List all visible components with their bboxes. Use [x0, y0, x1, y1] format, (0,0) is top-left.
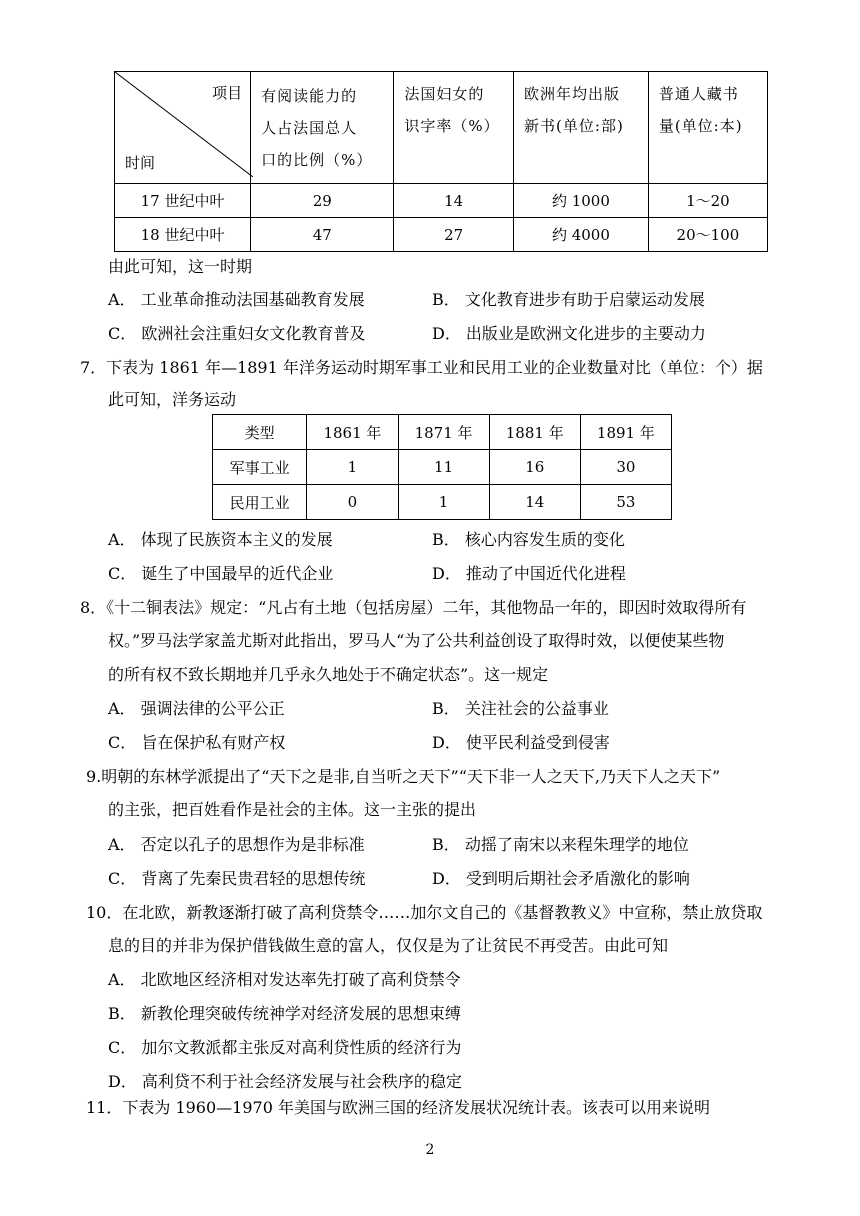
q10-option-a: A． 北欧地区经济相对发达率先打破了高利贷禁令: [108, 970, 461, 989]
q10-option-c: C． 加尔文教派都主张反对高利贷性质的经济行为: [108, 1038, 462, 1057]
col-header-books: 欧洲年均出版 新书(单位:部): [514, 72, 649, 184]
table-cell: 约 4000: [514, 218, 649, 252]
table-header-row: [213, 415, 672, 450]
table-cell: 30: [580, 450, 671, 485]
diag-label-item: 项目: [212, 84, 243, 102]
q6-option-d: D． 出版业是欧洲文化进步的主要动力: [432, 324, 706, 343]
table-cell: 1: [398, 485, 489, 520]
table-cell: 29: [251, 184, 394, 218]
q6-option-c: C． 欧洲社会注重妇女文化教育普及: [108, 324, 366, 343]
q8-stem-line2: 权。”罗马法学家盖尤斯对此指出，罗马人“为了公共利益创设了取得时效，以便使某些物: [108, 631, 725, 650]
table-cell: 0: [307, 485, 398, 520]
page-number: 2: [425, 1142, 435, 1158]
q8-stem-line3: 的所有权不致长期地并几乎永久地处于不确定状态”。这一规定: [108, 665, 549, 684]
table-cell: 14: [394, 184, 514, 218]
q9-stem-line2: 的主张，把百姓看作是社会的主体。这一主张的提出: [108, 800, 477, 819]
q10-option-b: B． 新教伦理突破传统神学对经济发展的思想束缚: [108, 1004, 461, 1023]
diagonal-header-cell: [115, 72, 251, 184]
q11-stem: 11．下表为 1960—1970 年美国与欧洲三国的经济发展状况统计表。该表可以用来说明: [86, 1098, 710, 1117]
q7-option-a: A． 体现了民族资本主义的发展: [108, 530, 333, 549]
table-row: [213, 450, 672, 485]
q7-option-b: B． 核心内容发生质的变化: [432, 530, 625, 549]
table-cell: 16: [489, 450, 580, 485]
table-cell: 1: [307, 450, 398, 485]
industry-table: [212, 414, 672, 520]
literacy-table: [114, 71, 768, 252]
col-header-women-literacy: 法国妇女的 识字率（%）: [394, 72, 514, 184]
table-cell: 53: [580, 485, 671, 520]
q8-option-a: A． 强调法律的公平公正: [108, 699, 285, 718]
q8-stem-line1: 8．《十二铜表法》规定：“凡占有土地（包括房屋）二年，其他物品一年的，即因时效取得所有: [80, 598, 747, 617]
table-cell: 18 世纪中叶: [115, 218, 251, 252]
q9-stem-line1: 9.明朝的东林学派提出了“天下之是非,自当听之天下”“天下非一人之天下,乃天下人之天下”: [86, 767, 721, 786]
table-header-cell: 1861 年: [307, 415, 398, 450]
table-cell: 军事工业: [213, 450, 307, 485]
table-header-cell: 类型: [213, 415, 307, 450]
table-cell: 11: [398, 450, 489, 485]
q10-option-d: D． 高利贷不利于社会经济发展与社会秩序的稳定: [108, 1072, 462, 1091]
q9-option-a: A． 否定以孔子的思想作为是非标准: [108, 835, 365, 854]
table-cell: 27: [394, 218, 514, 252]
table-row: [115, 184, 768, 218]
table-cell: 民用工业: [213, 485, 307, 520]
q9-option-d: D． 受到明后期社会矛盾激化的影响: [432, 869, 690, 888]
table-cell: 47: [251, 218, 394, 252]
table-header-cell: 1881 年: [489, 415, 580, 450]
q6-stem: 由此可知，这一时期: [108, 257, 253, 276]
q7-option-c: C． 诞生了中国最早的近代企业: [108, 564, 334, 583]
q9-option-b: B． 动摇了南宋以来程朱理学的地位: [432, 835, 689, 854]
table-row: [115, 218, 768, 252]
col-header-collection: 普通人藏书 量(单位:本): [648, 72, 767, 184]
table-header-cell: 1891 年: [580, 415, 671, 450]
col-header-reading: 有阅读能力的 人占法国总人 口的比例（%）: [251, 72, 394, 184]
q6-option-b: B． 文化教育进步有助于启蒙运动发展: [432, 290, 705, 309]
q6-option-a: A． 工业革命推动法国基础教育发展: [108, 290, 365, 309]
q7-stem-line2: 此可知，洋务运动: [108, 390, 237, 409]
table-cell: 14: [489, 485, 580, 520]
table-cell: 1～20: [648, 184, 767, 218]
q10-stem-line2: 息的目的并非为保护借钱做生意的富人，仅仅是为了让贫民不再受苦。由此可知: [108, 936, 669, 955]
q8-option-d: D． 使平民利益受到侵害: [432, 733, 610, 752]
diag-label-time: 时间: [125, 154, 156, 172]
q7-stem-line1: 7．下表为 1861 年—1891 年洋务运动时期军事工业和民用工业的企业数量对比（单位：个）据: [80, 358, 763, 377]
q7-option-d: D． 推动了中国近代化进程: [432, 564, 626, 583]
table-header-cell: 1871 年: [398, 415, 489, 450]
q9-option-c: C． 背离了先秦民贵君轻的思想传统: [108, 869, 366, 888]
q8-option-b: B． 关注社会的公益事业: [432, 699, 609, 718]
table-row: [213, 485, 672, 520]
table-cell: 20～100: [648, 218, 767, 252]
table-cell: 17 世纪中叶: [115, 184, 251, 218]
q10-stem-line1: 10．在北欧，新教逐渐打破了高利贷禁令……加尔文自己的《基督教教义》中宣称，禁止放贷取: [86, 903, 763, 922]
q8-option-c: C． 旨在保护私有财产权: [108, 733, 286, 752]
table-header-row: [115, 72, 768, 184]
table-cell: 约 1000: [514, 184, 649, 218]
